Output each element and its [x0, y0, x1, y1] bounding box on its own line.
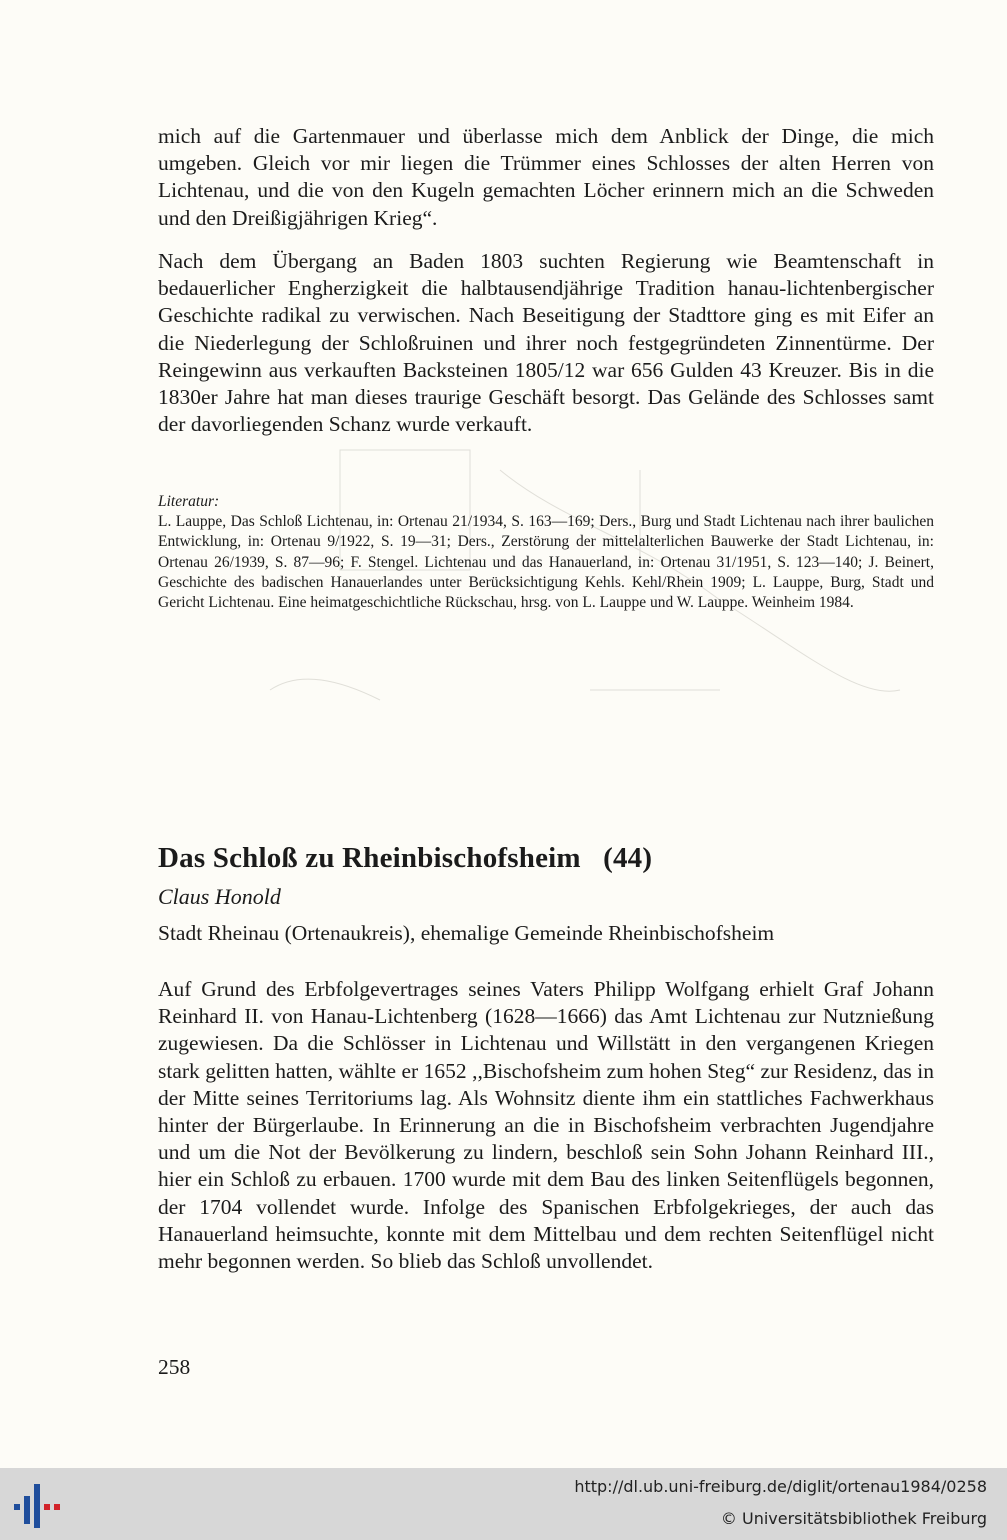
footer-copyright: © Universitätsbibliothek Freiburg: [720, 1509, 987, 1528]
literature-label: Literatur:: [158, 493, 220, 510]
literature-section: [158, 492, 934, 613]
article-heading: Das Schloß zu Rheinbischofsheim (44): [158, 842, 653, 874]
paragraph-baden-1803: Nach dem Übergang an Baden 1803 suchten Regierung wie Beamtenschaft in bedauerlicher Engherzigkeit die halbtausendjährige Tradition hanau-lichtenbergischer Geschichte radikal zu verwischen. Nach Beseitigung der Stadttore ging es mit Eifer an die Niederlegung der Schloßruinen und ihrer noch festgegründeten Zinnentürme. Der Reingewinn aus verkauften Backsteinen 1805/12 war 656 Gulden 43 Kreuzer. Bis in die 1830er Jahre hat man dieses traurige Geschäft besorgt. Das Gelände des Schlosses samt der davorliegenden Schanz wurde verkauft.: [158, 249, 934, 437]
footer-bar: [0, 1468, 1007, 1540]
article-author: Claus Honold: [158, 884, 281, 909]
article-location: Stadt Rheinau (Ortenaukreis), ehemalige Gemeinde Rheinbischofsheim: [158, 921, 775, 945]
paragraph-erbfolgevertrag: Auf Grund des Erbfolgevertrages seines Vaters Philipp Wolfgang erhielt Graf Johann Reinhard II. von Hanau-Lichtenberg (1628—1666) das Amt Lichtenau zur Nutznießung zugewiesen. Da die Schlösser in Lichtenau und Willstätt in den vergangenen Kriegen stark gelitten hatten, wählte er 1652 ,,Bischofsheim zum hohen Steg“ zur Residenz, das in der Mitte seines Territoriums lag. Als Wohnsitz diente ihm ein stattliches Fachwerkhaus hinter der Bürgerlaube. In Erinnerung an die in Bischofsheim verbrachten Jugendjahre und um die Not der Bevölkerung zu lindern, beschloß sein Sohn Johann Reinhard III., hier ein Schloß zu erbauen. 1700 wurde mit dem Bau des linken Seitenflügels begonnen, der 1704 vollendet wurde. Infolge des Spanischen Erbfolgekrieges, der auch das Hanauerland heimsuchte, konnte mit dem Mittelbau und dem rechten Seitenflügel nicht mehr begonnen werden. So blieb das Schloß unvollendet.: [158, 977, 934, 1274]
ub-freiburg-logo-icon: [10, 1482, 66, 1530]
paragraph-quote-end: mich auf die Gartenmauer und überlasse mich dem Anblick der Dinge, die mich umgeben. Gleich vor mir liegen die Trümmer eines Schlosses der alten Herren von Lichtenau, und die von den Kugeln gemachten Löcher erinnern mich an die Schweden und den Dreißigjährigen Krieg“.: [158, 124, 934, 230]
literature-text: L. Lauppe, Das Schloß Lichtenau, in: Ortenau 21/1934, S. 163—169; Ders., Burg und Stadt Lichtenau nach ihrer baulichen Entwicklung, in: Ortenau 9/1922, S. 19—31; Ders., Zerstörung der mittelalterlichen Bauwerke der Stadt Lichtenau, in: Ortenau 26/1939, S. 87—96; F. Stengel. Lichtenau und das Hanauerland, in: Ortenau 31/1951, S. 123—140; J. Beinert, Geschichte des badischen Hanauerlandes unter Berücksichtigung Kehls. Kehl/Rhein 1909; L. Lauppe, Burg, Stadt und Gericht Lichtenau. Eine heimatgeschichtliche Rückschau, hrsg. von L. Lauppe und W. Lauppe. Weinheim 1984.: [158, 513, 934, 612]
page-number: 258: [158, 1355, 191, 1379]
footer-permalink[interactable]: http://dl.ub.uni-freiburg.de/diglit/ortenau1984/0258: [574, 1477, 987, 1496]
